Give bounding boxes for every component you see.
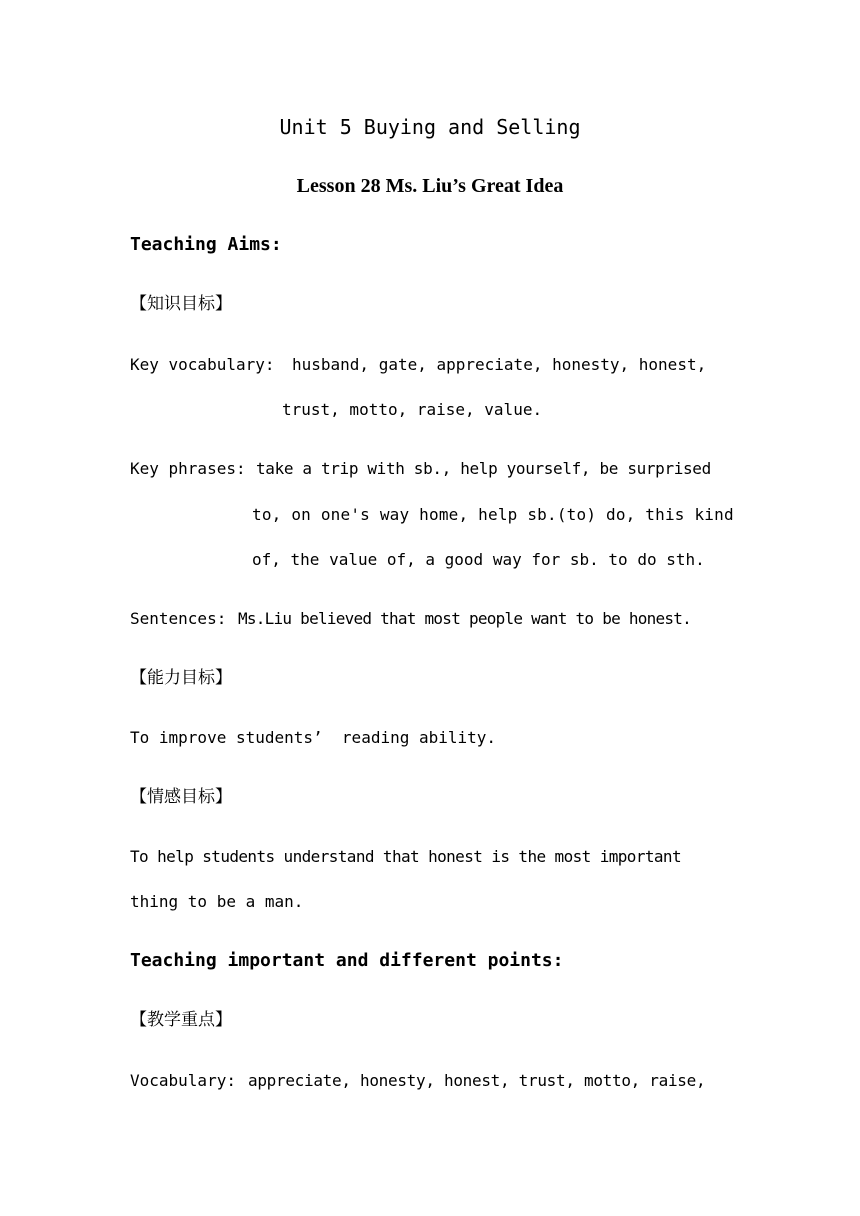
teaching-aims-heading: Teaching Aims: [130,234,282,255]
sentences-label: Sentences: [130,609,227,628]
key-phrases-line-1: take a trip with sb., help yourself, be surprised [256,459,711,478]
emotion-line-2: thing to be a man. [130,892,304,911]
ability-goals-heading: 【能力目标】 [130,668,232,688]
lesson-title: Lesson 28 Ms. Liu’s Great Idea [296,175,564,197]
important-points-heading: Teaching important and different points: [130,950,564,971]
vocabulary-text: appreciate, honesty, honest, trust, motto, raise, [248,1071,706,1090]
key-phrases-line-3: of, the value of, a good way for sb. to do sth. [252,550,705,569]
key-vocabulary-label: Key vocabulary: [130,355,275,374]
key-phrases-label: Key phrases: [130,459,246,478]
vocabulary-label: Vocabulary: [130,1071,236,1090]
key-phrases-line-2: to, on one's way home, help sb.(to) do, this kind [252,505,734,524]
key-vocabulary-line-2: trust, motto, raise, value. [282,400,543,419]
emotion-line-1: To help students understand that honest is the most important [130,847,682,866]
ability-text: To improve students’ reading ability. [130,728,497,747]
emotion-goals-heading: 【情感目标】 [130,787,232,807]
knowledge-goals-heading: 【知识目标】 [130,294,232,314]
key-vocabulary-line-1: husband, gate, appreciate, honesty, honest, [292,355,707,374]
sentences-text: Ms.Liu believed that most people want to be honest. [238,609,692,628]
key-points-heading: 【教学重点】 [130,1010,232,1030]
unit-title: Unit 5 Buying and Selling [279,115,581,139]
